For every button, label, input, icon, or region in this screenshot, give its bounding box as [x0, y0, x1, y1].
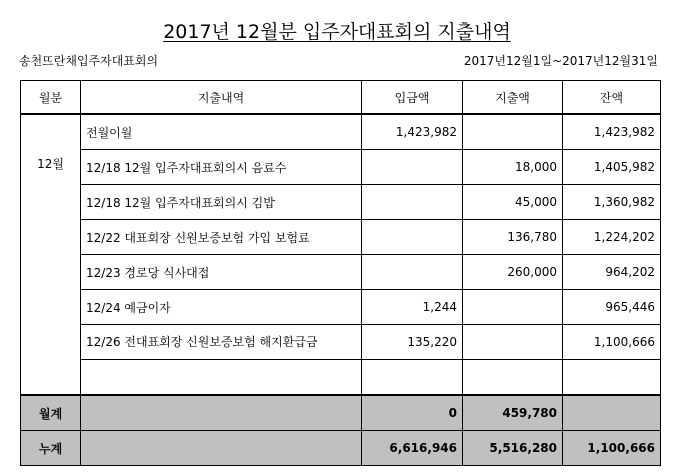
row-description: 12/18 12월 입주자대표회의시 김밥 — [81, 185, 362, 220]
total-income: 0 — [362, 395, 463, 431]
row-expense: 136,780 — [463, 220, 563, 255]
table-row-empty — [21, 360, 661, 396]
row-description: 12/26 전대표회장 신원보증보험 해지환급금 — [81, 325, 362, 360]
total-description-blank — [81, 395, 362, 431]
expense-ledger-table — [20, 80, 661, 466]
document-title — [0, 20, 674, 44]
table-row — [21, 185, 661, 220]
row-description — [81, 360, 362, 396]
row-balance: 1,100,666 — [563, 325, 661, 360]
row-balance: 1,360,982 — [563, 185, 661, 220]
organization-name: 송천뜨란채입주자대표회의 — [19, 54, 159, 68]
row-balance — [563, 360, 661, 396]
total-balance — [563, 395, 661, 431]
row-expense: 18,000 — [463, 150, 563, 185]
total-label: 월계 — [21, 395, 81, 431]
row-expense — [463, 325, 563, 360]
row-expense: 260,000 — [463, 255, 563, 290]
column-header-description: 지출내역 — [81, 81, 362, 115]
column-header-expense: 지출액 — [463, 81, 563, 115]
table-row — [21, 325, 661, 360]
row-income: 1,423,982 — [362, 114, 463, 150]
monthly-total-row — [21, 395, 661, 431]
table-row — [21, 290, 661, 325]
table-header-row — [21, 81, 661, 115]
row-expense: 45,000 — [463, 185, 563, 220]
row-income — [362, 185, 463, 220]
table-row — [21, 150, 661, 185]
row-balance: 965,446 — [563, 290, 661, 325]
table-row — [21, 220, 661, 255]
month-cell: 12월 — [21, 114, 81, 395]
row-balance: 1,423,982 — [563, 114, 661, 150]
cumulative-total-row — [21, 431, 661, 466]
row-balance: 1,224,202 — [563, 220, 661, 255]
table-row — [21, 114, 661, 150]
row-income: 135,220 — [362, 325, 463, 360]
row-description: 12/22 대표회장 신원보증보험 가입 보험료 — [81, 220, 362, 255]
table-row — [21, 255, 661, 290]
row-expense — [463, 290, 563, 325]
row-income — [362, 255, 463, 290]
row-balance: 1,405,982 — [563, 150, 661, 185]
column-header-income: 입금액 — [362, 81, 463, 115]
period-range: 2017년12월1일~2017년12월31일 — [463, 54, 658, 68]
total-label: 누계 — [21, 431, 81, 466]
row-income: 1,244 — [362, 290, 463, 325]
row-balance: 964,202 — [563, 255, 661, 290]
document-title-text: 2017년 12월분 입주자대표회의 지출내역 — [163, 21, 511, 43]
row-expense — [463, 114, 563, 150]
column-header-month: 월분 — [21, 81, 81, 115]
total-description-blank — [81, 431, 362, 466]
row-income — [362, 220, 463, 255]
row-description: 12/24 예금이자 — [81, 290, 362, 325]
row-description: 12/18 12월 입주자대표회의시 음료수 — [81, 150, 362, 185]
total-balance: 1,100,666 — [563, 431, 661, 466]
column-header-balance: 잔액 — [563, 81, 661, 115]
row-description: 전월이월 — [81, 114, 362, 150]
total-income: 6,616,946 — [362, 431, 463, 466]
total-expense: 459,780 — [463, 395, 563, 431]
row-income — [362, 360, 463, 396]
row-income — [362, 150, 463, 185]
row-expense — [463, 360, 563, 396]
total-expense: 5,516,280 — [463, 431, 563, 466]
row-description: 12/23 경로당 식사대접 — [81, 255, 362, 290]
